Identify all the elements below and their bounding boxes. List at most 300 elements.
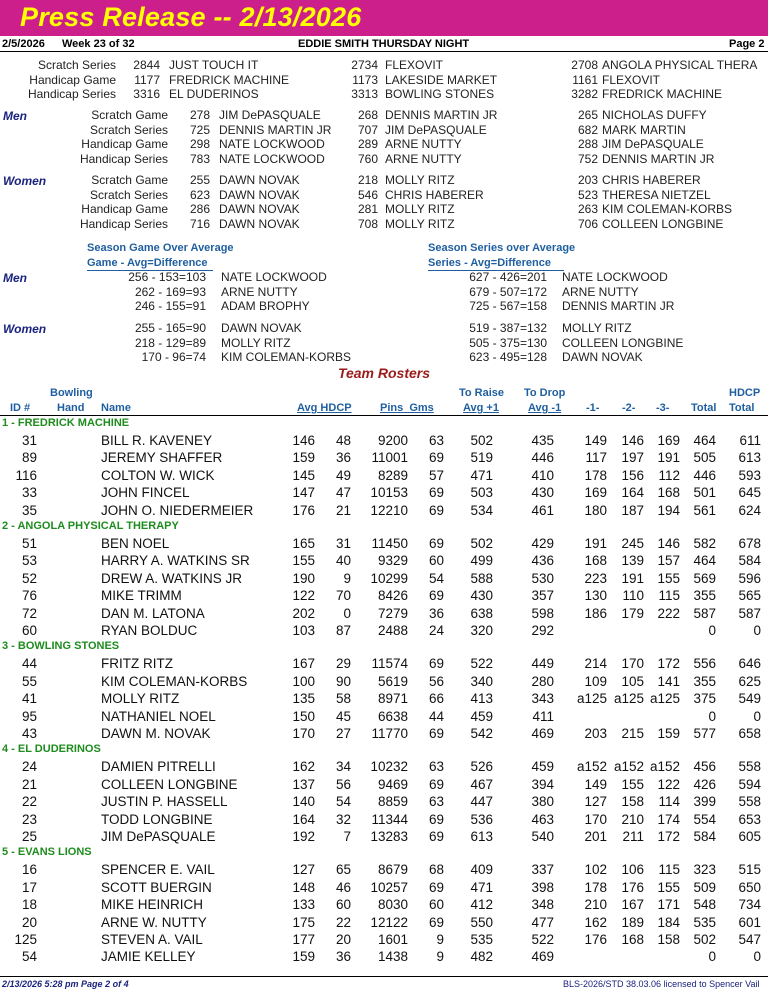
player-games: 69 xyxy=(428,879,444,895)
player-average: 165 xyxy=(292,536,315,551)
roster-row xyxy=(0,691,768,708)
high-score: 268 xyxy=(357,108,378,122)
player-name: DAN M. LATONA xyxy=(101,605,205,621)
player-id: 35 xyxy=(21,502,37,518)
player-total: 587 xyxy=(693,605,716,621)
player-to-drop: 394 xyxy=(531,776,554,792)
player-games: 60 xyxy=(428,553,444,569)
roster-row xyxy=(0,759,768,776)
roster-row xyxy=(0,777,768,794)
season-bowler-name: MOLLY RITZ xyxy=(221,335,291,350)
col-total: Total xyxy=(691,402,717,414)
season-bowler-name: ADAM BROPHY xyxy=(221,299,310,313)
player-to-raise: 430 xyxy=(470,588,493,604)
player-handicap: 36 xyxy=(335,450,351,466)
player-game1: 180 xyxy=(584,502,607,518)
high-category-label: Scratch Series xyxy=(89,122,168,137)
player-to-raise: 413 xyxy=(470,691,493,707)
footer-divider xyxy=(0,976,768,977)
high-bowler-name: BOWLING STONES xyxy=(385,87,495,101)
player-games: 57 xyxy=(428,467,444,483)
player-pins: 8426 xyxy=(377,588,408,604)
player-name: JAMIE KELLEY xyxy=(101,949,196,965)
high-category-label: Handicap Game xyxy=(81,202,168,216)
player-average: 135 xyxy=(292,691,315,707)
player-to-drop: 435 xyxy=(531,433,554,448)
player-to-drop: 410 xyxy=(531,467,554,483)
player-hdcp-total: 625 xyxy=(738,673,761,689)
player-average: 100 xyxy=(292,673,315,689)
team-name: 1 - FREDRICK MACHINE xyxy=(2,417,130,429)
high-score: 265 xyxy=(577,108,598,122)
high-score: 278 xyxy=(189,108,210,122)
women-label: Women xyxy=(3,174,47,188)
player-average: 145 xyxy=(292,467,315,483)
player-game3: 141 xyxy=(657,673,680,689)
player-to-raise: 320 xyxy=(470,623,493,638)
player-game2: 189 xyxy=(621,914,644,930)
roster-row xyxy=(0,709,768,726)
high-bowler-name: DENNIS MARTIN JR xyxy=(385,108,498,122)
player-game1: a152 xyxy=(576,759,607,775)
player-games: 44 xyxy=(428,708,444,724)
player-game1: 102 xyxy=(584,862,607,878)
player-game1: 223 xyxy=(584,570,607,586)
season-calc: 519 - 387=132 xyxy=(469,321,547,335)
player-game3: 184 xyxy=(657,914,680,930)
player-games: 54 xyxy=(428,570,444,586)
player-total: 0 xyxy=(708,949,716,965)
player-total: 464 xyxy=(693,433,716,448)
col-hdcp-total: Total xyxy=(729,402,755,414)
player-games: 69 xyxy=(428,776,444,792)
player-to-raise: 412 xyxy=(470,897,493,913)
player-game2: 187 xyxy=(621,502,644,518)
team-name: 2 - ANGOLA PHYSICAL THERAPY xyxy=(2,520,179,532)
player-games: 68 xyxy=(428,862,444,878)
player-game3: 169 xyxy=(657,433,680,448)
player-total: 548 xyxy=(693,897,716,913)
player-handicap: 70 xyxy=(335,588,351,604)
player-total: 561 xyxy=(693,502,716,518)
high-score: 218 xyxy=(357,173,378,187)
high-bowler-name: DENNIS MARTIN JR xyxy=(219,122,332,137)
player-handicap: 45 xyxy=(335,708,351,724)
player-id: 23 xyxy=(21,811,37,827)
player-handicap: 36 xyxy=(335,949,351,965)
player-hdcp-total: 650 xyxy=(738,879,761,895)
player-to-raise: 638 xyxy=(470,605,493,621)
high-score: 523 xyxy=(577,187,598,202)
high-score: 1177 xyxy=(134,72,160,87)
player-hdcp-total: 678 xyxy=(738,536,761,551)
player-game3: 122 xyxy=(657,776,680,792)
player-game3: 158 xyxy=(657,932,680,947)
season-game-subtitle: Game - Avg=Difference xyxy=(87,257,208,269)
player-handicap: 49 xyxy=(335,467,351,483)
high-score: 288 xyxy=(577,137,598,151)
player-pins: 10232 xyxy=(370,759,408,775)
player-to-raise: 447 xyxy=(470,794,493,810)
roster-row xyxy=(0,829,768,846)
player-game3: 155 xyxy=(657,570,680,586)
footer-license: BLS-2026/STD 38.03.06 licensed to Spencer Vail xyxy=(563,979,760,989)
player-total: 0 xyxy=(708,623,716,638)
high-score: 546 xyxy=(357,187,378,202)
player-to-raise: 499 xyxy=(470,553,493,569)
player-game2: 168 xyxy=(621,932,644,947)
player-hdcp-total: 565 xyxy=(738,588,761,604)
high-score: 2844 xyxy=(133,58,160,72)
high-score: 203 xyxy=(577,173,598,187)
high-category-label: Handicap Game xyxy=(29,72,116,87)
player-average: 192 xyxy=(292,829,315,844)
player-handicap: 65 xyxy=(335,862,351,878)
player-games: 69 xyxy=(428,502,444,518)
player-total: 355 xyxy=(693,673,716,689)
player-game2: 197 xyxy=(621,450,644,466)
player-to-raise: 482 xyxy=(470,949,493,965)
player-id: 17 xyxy=(21,879,37,895)
player-to-drop: 446 xyxy=(531,450,554,466)
high-bowler-name: DAWN NOVAK xyxy=(219,202,300,216)
player-name: DAWN M. NOVAK xyxy=(101,726,211,741)
player-game1: a125 xyxy=(576,691,607,707)
player-name: BILL R. KAVENEY xyxy=(101,433,213,448)
player-game1: 170 xyxy=(584,811,607,827)
player-game3: a125 xyxy=(649,691,680,707)
high-bowler-name: NATE LOCKWOOD xyxy=(219,151,325,166)
player-games: 36 xyxy=(428,605,444,621)
player-to-drop: 461 xyxy=(531,502,554,518)
player-to-drop: 530 xyxy=(531,570,554,586)
player-game2: 105 xyxy=(621,673,644,689)
season-calc: 246 - 155=91 xyxy=(134,299,206,313)
player-game3: 115 xyxy=(658,862,680,878)
player-name: ARNE W. NUTTY xyxy=(101,914,207,930)
player-games: 69 xyxy=(428,829,444,844)
col-avg-minus: Avg -1 xyxy=(528,402,562,414)
player-total: 554 xyxy=(693,811,716,827)
season-series-title: Season Series over Average xyxy=(428,242,576,254)
season-men-label: Men xyxy=(3,271,27,285)
player-game1: 168 xyxy=(584,553,607,569)
player-to-raise: 471 xyxy=(470,879,493,895)
season-bowler-name: COLLEEN LONGBINE xyxy=(562,335,684,350)
player-id: 53 xyxy=(21,553,37,569)
player-handicap: 32 xyxy=(335,811,351,827)
high-bowler-name: DAWN NOVAK xyxy=(219,187,300,202)
season-calc: 170 - 96=74 xyxy=(141,350,206,364)
player-to-drop: 469 xyxy=(531,949,554,965)
player-id: 72 xyxy=(21,605,37,621)
player-average: 159 xyxy=(292,450,315,466)
player-pins: 8971 xyxy=(377,691,408,707)
high-bowler-name: FREDRICK MACHINE xyxy=(602,87,723,101)
high-score: 281 xyxy=(357,202,378,216)
player-total: 502 xyxy=(693,932,716,947)
player-game1: 127 xyxy=(584,794,607,810)
season-calc: 623 - 495=128 xyxy=(469,350,547,364)
player-game2: 215 xyxy=(621,726,644,741)
player-pins: 11344 xyxy=(371,811,408,827)
player-games: 9 xyxy=(436,949,444,965)
high-score: 708 xyxy=(357,216,378,231)
player-game2: 170 xyxy=(621,656,644,672)
player-total: 582 xyxy=(693,536,716,551)
player-game2: 146 xyxy=(621,433,644,448)
player-to-drop: 348 xyxy=(531,897,554,913)
player-total: 426 xyxy=(693,776,716,792)
player-average: 148 xyxy=(292,879,315,895)
player-id: 16 xyxy=(21,862,37,878)
player-handicap: 46 xyxy=(335,879,351,895)
player-id: 116 xyxy=(15,467,37,483)
league-name: EDDIE SMITH THURSDAY NIGHT xyxy=(298,38,470,50)
season-bowler-name: NATE LOCKWOOD xyxy=(221,270,327,284)
season-calc: 725 - 567=158 xyxy=(469,299,547,313)
high-score: 289 xyxy=(357,137,378,151)
player-to-drop: 337 xyxy=(531,862,554,878)
player-average: 177 xyxy=(292,932,315,947)
high-category-label: Scratch Game xyxy=(91,108,168,122)
player-name: TODD LONGBINE xyxy=(101,811,213,827)
player-game1: 203 xyxy=(584,726,607,741)
player-to-drop: 540 xyxy=(531,829,554,844)
column-header-divider xyxy=(0,415,768,416)
high-bowler-name: JIM DePASQUALE xyxy=(602,137,704,151)
player-total: 399 xyxy=(693,794,716,810)
high-bowler-name: ANGOLA PHYSICAL THERA xyxy=(602,58,758,72)
player-games: 69 xyxy=(428,450,444,466)
roster-row xyxy=(0,450,768,467)
high-category-label: Scratch Game xyxy=(91,173,168,187)
roster-row xyxy=(0,553,768,570)
season-bowler-name: DAWN NOVAK xyxy=(562,350,643,364)
player-game2: 106 xyxy=(621,862,644,878)
high-score: 2708 xyxy=(571,58,598,72)
player-id: 20 xyxy=(21,914,37,930)
player-id: 52 xyxy=(21,570,37,586)
player-hdcp-total: 0 xyxy=(753,949,761,965)
high-bowler-name: MOLLY RITZ xyxy=(385,173,455,187)
player-game1: 117 xyxy=(585,450,607,466)
roster-row xyxy=(0,897,768,914)
season-bowler-name: KIM COLEMAN-KORBS xyxy=(221,350,352,364)
player-pins: 8289 xyxy=(377,467,408,483)
player-handicap: 31 xyxy=(335,536,351,551)
player-games: 56 xyxy=(428,673,444,689)
player-games: 69 xyxy=(428,914,444,930)
player-name: COLTON W. WICK xyxy=(101,467,215,483)
player-pins: 11001 xyxy=(371,450,408,466)
player-game2: 211 xyxy=(622,829,644,844)
player-game2: 139 xyxy=(621,553,644,569)
high-bowler-name: CHRIS HABERER xyxy=(602,173,701,187)
player-game3: 114 xyxy=(658,794,680,810)
player-total: 535 xyxy=(693,914,716,930)
player-hdcp-total: 584 xyxy=(738,553,761,569)
player-game2: a152 xyxy=(613,759,644,775)
high-bowler-name: MOLLY RITZ xyxy=(385,216,455,231)
player-to-drop: 429 xyxy=(531,536,554,551)
player-game3: 157 xyxy=(657,553,680,569)
player-to-raise: 522 xyxy=(470,656,493,672)
player-name: DREW A. WATKINS JR xyxy=(101,570,243,586)
high-category-label: Handicap Game xyxy=(81,137,168,151)
player-average: 167 xyxy=(292,656,315,672)
player-pins: 8859 xyxy=(377,794,408,810)
player-game2: 158 xyxy=(621,794,644,810)
player-to-drop: 477 xyxy=(531,914,554,930)
player-game1: 169 xyxy=(584,485,607,501)
season-bowler-name: DAWN NOVAK xyxy=(221,321,302,335)
season-calc: 262 - 169=93 xyxy=(134,284,206,299)
high-bowler-name: FLEXOVIT xyxy=(385,58,444,72)
player-pins: 11574 xyxy=(371,656,408,672)
roster-row xyxy=(0,726,768,743)
player-name: HARRY A. WATKINS SR xyxy=(101,553,250,569)
player-to-raise: 503 xyxy=(470,485,493,501)
player-game2: a125 xyxy=(613,691,644,707)
player-hdcp-total: 515 xyxy=(738,862,761,878)
player-name: BEN NOEL xyxy=(101,536,170,551)
high-bowler-name: CHRIS HABERER xyxy=(385,187,484,202)
col-id: ID # xyxy=(10,402,31,414)
player-handicap: 48 xyxy=(335,433,351,448)
player-total: 375 xyxy=(693,691,716,707)
high-score: 725 xyxy=(189,122,210,137)
player-to-raise: 502 xyxy=(470,536,493,551)
high-category-label: Handicap Series xyxy=(79,151,168,166)
player-game1: 130 xyxy=(584,588,607,604)
player-handicap: 58 xyxy=(335,691,351,707)
page-title: Press Release -- 2/13/2026 xyxy=(20,2,362,32)
player-to-raise: 535 xyxy=(470,932,493,947)
player-total: 0 xyxy=(708,708,716,724)
season-series-subtitle: Series - Avg=Difference xyxy=(428,257,551,269)
player-id: 51 xyxy=(21,536,37,551)
high-bowler-name: NICHOLAS DUFFY xyxy=(602,108,707,122)
high-bowler-name: EL DUDERINOS xyxy=(169,87,259,101)
player-pins: 8030 xyxy=(377,897,408,913)
season-bowler-name: ARNE NUTTY xyxy=(562,284,639,299)
player-name: COLLEEN LONGBINE xyxy=(101,776,238,792)
roster-row xyxy=(0,571,768,588)
player-handicap: 9 xyxy=(343,570,351,586)
high-bowler-name: NATE LOCKWOOD xyxy=(219,137,325,151)
high-score: 783 xyxy=(189,151,210,166)
high-score: 3313 xyxy=(351,87,378,101)
season-calc: 627 - 426=201 xyxy=(469,270,547,284)
high-score: 263 xyxy=(577,202,598,216)
player-total: 456 xyxy=(693,759,716,775)
high-score: 3316 xyxy=(133,87,160,101)
player-games: 63 xyxy=(428,794,444,810)
player-name: NATHANIEL NOEL xyxy=(101,708,216,724)
player-games: 63 xyxy=(428,759,444,775)
player-to-raise: 409 xyxy=(470,862,493,878)
player-to-drop: 430 xyxy=(531,485,554,501)
player-games: 9 xyxy=(436,932,444,947)
player-game1: 162 xyxy=(584,914,607,930)
col-to-raise: To Raise xyxy=(459,387,505,399)
player-to-raise: 459 xyxy=(470,708,493,724)
season-game-title: Season Game Over Average xyxy=(87,242,234,254)
player-game1: 149 xyxy=(584,776,607,792)
player-total: 584 xyxy=(693,829,716,844)
player-name: JOHN O. NIEDERMEIER xyxy=(101,502,254,518)
col-avg-plus: Avg +1 xyxy=(463,402,499,414)
col-hdcp: HDCP xyxy=(729,387,761,399)
col-bowling: Bowling xyxy=(50,387,93,399)
player-game2: 245 xyxy=(621,536,644,551)
player-id: 60 xyxy=(21,623,37,638)
title-banner xyxy=(0,0,768,36)
player-to-drop: 459 xyxy=(531,759,554,775)
player-to-raise: 534 xyxy=(470,502,493,518)
roster-row xyxy=(0,949,768,966)
player-game2: 110 xyxy=(622,588,644,604)
player-to-raise: 550 xyxy=(470,914,493,930)
player-id: 41 xyxy=(21,691,37,707)
player-handicap: 0 xyxy=(343,605,351,621)
roster-row xyxy=(0,812,768,829)
roster-row xyxy=(0,932,768,949)
player-average: 164 xyxy=(292,811,315,827)
high-category-label: Scratch Series xyxy=(37,58,116,72)
roster-row xyxy=(0,862,768,879)
player-pins: 1438 xyxy=(377,949,408,965)
high-score: 623 xyxy=(189,187,210,202)
player-to-drop: 436 xyxy=(531,553,554,569)
player-id: 18 xyxy=(21,897,37,913)
player-pins: 5619 xyxy=(377,673,408,689)
player-id: 22 xyxy=(21,794,37,810)
season-bowler-name: MOLLY RITZ xyxy=(562,321,632,335)
player-game2: 164 xyxy=(621,485,644,501)
player-games: 69 xyxy=(428,485,444,501)
player-id: 54 xyxy=(21,949,37,965)
season-bowler-name: DENNIS MARTIN JR xyxy=(562,299,675,313)
col-to-drop: To Drop xyxy=(524,387,566,399)
roster-title: Team Rosters xyxy=(337,365,431,381)
player-average: 175 xyxy=(292,914,315,930)
player-hdcp-total: 645 xyxy=(738,485,761,501)
player-hdcp-total: 547 xyxy=(738,932,761,947)
player-name: DAMIEN PITRELLI xyxy=(101,759,216,775)
player-pins: 8679 xyxy=(377,862,408,878)
roster-row xyxy=(0,485,768,502)
player-games: 66 xyxy=(428,691,444,707)
high-score: 706 xyxy=(577,216,598,231)
player-to-raise: 340 xyxy=(470,673,493,689)
player-to-drop: 449 xyxy=(531,656,554,672)
player-total: 323 xyxy=(693,862,716,878)
player-handicap: 22 xyxy=(335,914,351,930)
high-score: 707 xyxy=(357,122,378,137)
player-average: 146 xyxy=(292,433,315,448)
player-hdcp-total: 605 xyxy=(738,829,761,844)
player-id: 55 xyxy=(21,673,37,689)
player-average: 202 xyxy=(292,605,315,621)
high-bowler-name: MARK MARTIN xyxy=(602,122,686,137)
player-id: 24 xyxy=(21,759,37,775)
player-to-drop: 380 xyxy=(531,794,554,810)
player-average: 127 xyxy=(292,862,315,878)
player-total: 509 xyxy=(693,879,716,895)
player-hdcp-total: 549 xyxy=(738,691,761,707)
